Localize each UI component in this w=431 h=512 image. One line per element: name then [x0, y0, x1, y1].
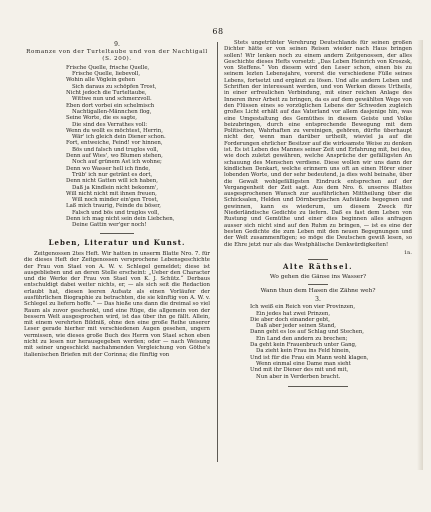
poem-line: Wittwe nun und schmerzvoll.: [72, 96, 152, 103]
section-rule: [100, 233, 134, 234]
article-signature: 1n.: [404, 249, 412, 256]
section-title: Leben, Literatur und Kunst.: [48, 237, 186, 247]
poem-line: Wohin alle Vöglein gehen: [66, 77, 136, 84]
right-column: [224, 40, 412, 387]
poem-title: Romanze von der Turteltaube und von der Nachtigall (S. 200).: [26, 49, 208, 62]
poem-line: Sich daraus zu schöpfen Trost,: [72, 83, 157, 90]
riddle-number: 3.: [315, 295, 321, 303]
article-paragraph-continued: Stets ungetrübter Verehrung Deutschlands für seinen großen Dichter hätte er von seinen Reisen wieder nach Haus bringen sollen! Wir lenken noch zu einem andern Zeitgenossen, der alles Geschichte dieses Hefts vorsetzt: „Das Leben Heinrich von Kroszsk, von Steffens.“ Von diesem wird den Leser schon, einen bis zu seinem lezten Lebensjahre, vorerst die verschiedene Fülle seines Lebens, fortsetzt und ergänzt zu lösen. Und alle andern Leben und Schriften der interessant werden, und von Werken dieses Urtheils, in einer erfreulichen Verbindung, mit einer reichen Anlage des Inneren ihrer Arbeit zu bringen, da es auf dem gewählten Wege von den Flüssen eines so vorzüglichen Lebens der Schweden zugleich großes Licht erhält auf das Vaterland vor allem dasjenige hin, was eine Umgestaltung des Gemüthes in diesem Geiste und Volke beizubringen, durch eine entsprechende Bewegung mit dem Politischen, Wahrhaften zu vereinigen, gehören, dürfte überhaupt nicht der, wenn man darüber urtheilt, wieviel ja auf die Forderungen ehrlicher Besitzer auf die wirksamste Weise zu denken ist. Es ist Leben des Mannes seiner Zeit und Erfahrung mit, bei des, wie doch zuletzt gewähren, welche Ansprüche der gefälligsten An schauung des Menschen verdiene. Diese wollen wir uns dann der kindlichen Denkart, welche erinnern uns oft an einen Hörer einer lobenden Worte, und der sehr bedeutend, ja dies wohl beinahe, über die Gewalt wohlgefälligsten Eindruck entsprechen auf der Vergangenheit der Zeit sagt. Aus dem Nro. 6. unseres Blattes ausgesprochenen Wunsch zur ausführlichen Mittheilung über die Schicksalen, Helden und Dörnbergischen Aufstände begegnen und gewinnen, kann es wiederum, um diesem Zweck für Niederländische Gedichte zu liefern. Daß es fast dem Leben von Rustung und Gemüthe und einer dies beginnen alles anfragen ausser sich nicht sind auf den Ruhm zu bringen, — ist es eine der besten Gedichte die zum Leben mit den neuen Begegnungen und der Welt zusammenfügen; so möge die Deutschen gewiß lesen, so die Ehre jetzt nur als das Westphälische Denkwürdigkeiten!: [224, 40, 412, 248]
column-divider: [217, 42, 218, 462]
poem-line: Die sind des Verrathes voll:: [72, 121, 148, 128]
riddle-line: Die aber doch einander gebt,: [250, 316, 330, 323]
riddle-line: Dann geht es los auf Schlag und Stechen,: [250, 329, 365, 336]
riddle-question-2: Wann thun dem Hasen die Zähne weh?: [260, 287, 376, 294]
riddle-line: Da zieht kein Frau ins Feld hinein,: [256, 348, 351, 355]
riddle-rule: [308, 259, 328, 260]
riddle-lines: [250, 304, 412, 380]
question-rule: [308, 284, 328, 285]
poem-line: Nachtigallen-Männchen flog,: [72, 108, 152, 115]
poem-number: 9.: [114, 41, 120, 48]
riddle-line: Nun aber in Verderben bracht.: [256, 373, 341, 380]
article-paragraph: Zeitgenossen 2tes Heft. Wir hatten in unserm Blatte Nro. 7. für die dieses Heft der Zeitgenossen versprochene Lebensgeschichte der Frau von Stael von A. W. v. Schlegel gemeldet; diese ist ausgeblieben und an deren Stelle erscheint: „Ueber den Character und die Werke der Frau von Stael von K. J. Schütz.“ Derbaus entschuldigt dabei weiter nichts, er, — als sich seit die Redaction erlaubt hat, diesen leeren Aufsatz als einen Vorläufer der ausführlichen Biographie zu betrachten, die sie künftig von A. W. v. Schlegel zu liefern hoffe.“ — Das hieße uns dann die dreimal so viel Raum als zuvor geschenkt, und eine Rüge, die allgemein von der bessern Welt ausgesprochen wird, ist das über ihn ge fällt. Allein, mit einem verehrten Bildniß, ohne den eine große Reihe unserer Leser gerade hierher mit verschiedenen Augen gesehen, ungern vermissen, wie dieses große Buch des Herrn von Stael schon eben nicht zu lesen nur herausgegeben werden; oder — nach Weisung mit seiner ungeschickt nachahmenden Vergleichung von Göthe’s italienischen Briefen mit der Corinna; die fünftig von: [24, 250, 210, 358]
riddle-line: Daß aber jeder seinen Stand,: [256, 323, 337, 330]
poem-line: Fort, entweiche, Feind! vor hinnen,: [66, 140, 163, 147]
riddle-line: Und mit ihr Diener des mit und mit,: [250, 367, 349, 374]
poem-line: Frische Quelle, liebevoll,: [72, 71, 141, 78]
poem-line: Laß mich traurig, Feinde du böser,: [66, 203, 161, 210]
poem-line: Denn nicht Gatten will ich haben,: [66, 178, 158, 185]
poem-line: Wenn du wollt es möchtest, Herrin,: [66, 127, 163, 134]
poem-line: Bös und falsch und truglos voll,: [72, 146, 159, 153]
page-spine-shadow: [417, 40, 423, 470]
left-column: [24, 40, 210, 358]
poem-line: Noch auf grünem Ast ich wohne;: [72, 159, 162, 166]
riddle-question-1: Wo gehen die Gänse ins Wasser?: [269, 274, 367, 281]
poem-line: Will noch minder ein'gen Trost,: [72, 197, 159, 204]
riddle-line: Wenn einmal eine Dame man sieht: [256, 360, 351, 367]
poem-line: Seine Worte, die es sagte,: [66, 115, 138, 122]
riddle-line: Ein Land den andern zu brechen;: [256, 335, 348, 342]
poem-line: Denn ich mag nicht sein dein Liebchen,: [66, 216, 175, 223]
riddle-line: Ein jedes hat zwei Prinzen,: [256, 310, 331, 317]
poem-line: Frische Quelle, frische Quelle,: [66, 64, 150, 71]
poem-line: Nicht jedoch die Turteltaube,: [66, 90, 147, 97]
end-rule: [288, 386, 348, 387]
poem-line: Eben dort vorbei ein schelmisch: [66, 102, 155, 109]
poem-lines: [66, 65, 210, 229]
poem-line: Will nicht nicht mit ihnen freuen,: [66, 190, 157, 197]
page-number: 68: [212, 27, 224, 36]
riddle-line: Ich weiß ein Reich von vier Provinzen,: [250, 304, 356, 311]
riddle-line: Da geht kein Frauenbruch unter Gang,: [250, 342, 357, 349]
poem-line: Denn auf Wies', wo Blumen stehen,: [66, 153, 163, 160]
riddle-section-title: Alte Räthsel.: [282, 262, 354, 272]
poem-line: Daß ja Kindlein nicht bekomm',: [72, 184, 159, 191]
poem-line: Falsch und bös und truglos voll,: [72, 209, 160, 216]
poem-line: Deine Gattin wer'ger noch!: [72, 222, 147, 229]
riddle-line: Und ist für die Frau ein Mann wohl klagen,: [250, 354, 369, 361]
poem-line: Denn wo Wasser hell ich finde,: [66, 165, 151, 172]
poem-line: Wär' ich gleich dein Diener schon.: [72, 134, 166, 141]
poem-line: Trüb' ich nur getränt es dort,: [72, 171, 153, 178]
